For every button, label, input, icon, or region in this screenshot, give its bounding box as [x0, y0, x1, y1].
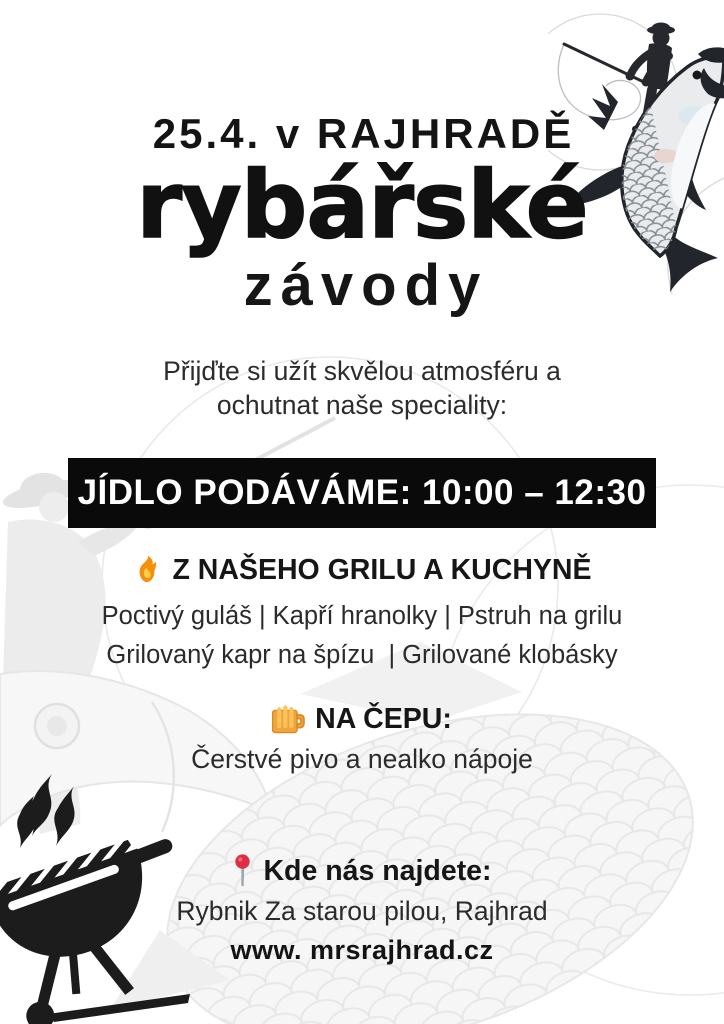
- location-section-title-row: [0, 854, 724, 888]
- grill-section-title: Z NAŠEHO GRILU A KUCHYNĚ: [172, 554, 592, 586]
- ground-shadow: [48, 994, 190, 1022]
- grill-menu: [0, 597, 724, 675]
- location-section-title: Kde nás najdete:: [263, 855, 492, 887]
- grill-menu-line-2: Grilovaný kapr na špízu | Grilované klobásky: [106, 641, 618, 669]
- food-time-text: JÍDLO PODÁVÁME: 10:00 – 12:30: [77, 473, 647, 512]
- beer-section-title-row: [0, 702, 724, 736]
- grill-section-title-row: [0, 553, 724, 587]
- food-time-banner: [68, 458, 656, 528]
- intro-line-1: Přijďte si užít skvělou atmosféru a: [163, 356, 561, 386]
- pin-icon: [232, 854, 253, 888]
- address-line: Rybnik Za starou pilou, Rajhrad: [176, 896, 548, 926]
- beer-section-title: NA ČEPU:: [315, 703, 452, 735]
- beer-menu-line: Čerstvé pivo a nealko nápoje: [191, 744, 533, 774]
- event-subtitle: závody: [243, 253, 489, 318]
- grill-menu-line-1: Poctivý guláš | Kapří hranolky | Pstruh na grilu: [101, 602, 623, 630]
- intro-line-2: ochutnat naše speciality:: [216, 390, 508, 420]
- beer-icon: [272, 704, 305, 734]
- intro-text: [0, 354, 724, 422]
- website-line: www. mrsrajhrad.cz: [230, 935, 494, 965]
- fire-icon: [132, 555, 162, 586]
- event-title: rybářské: [136, 151, 588, 259]
- event-date-location: 25.4. v RAJHRADĚ: [152, 110, 575, 157]
